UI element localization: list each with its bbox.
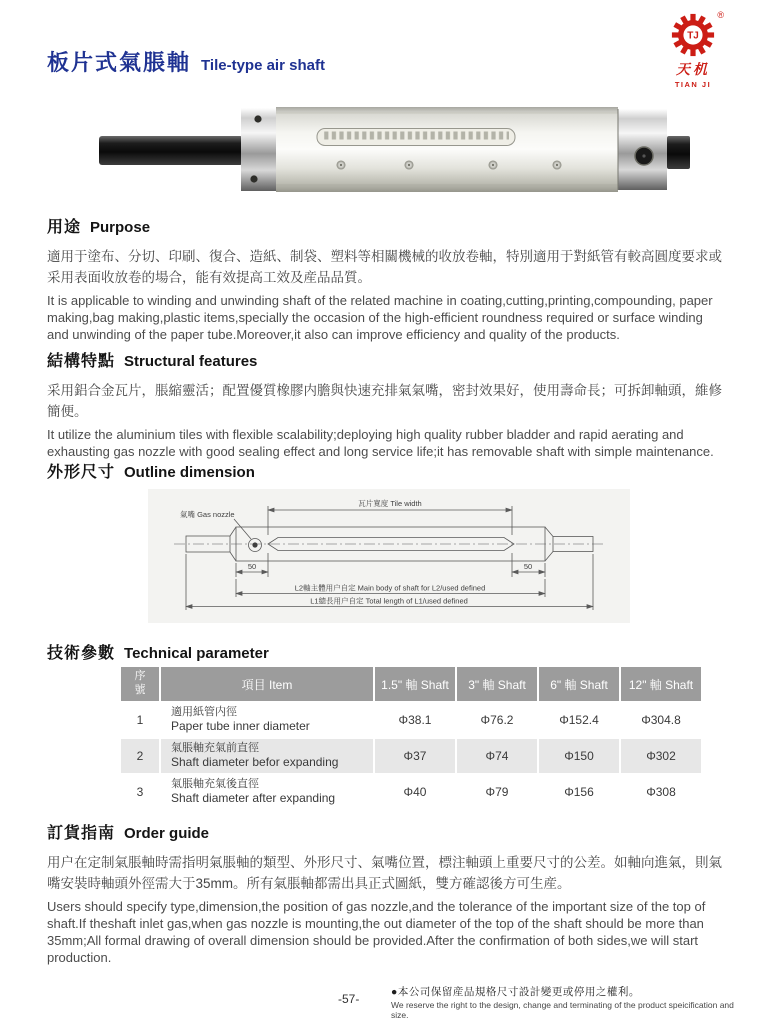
- collar-screw-bottom: [250, 175, 257, 182]
- purpose-heading-en: Purpose: [90, 219, 151, 236]
- right-stub: [667, 136, 690, 169]
- row-item: 氣脹軸充氣前直徑 Shaft diameter befor expanding: [161, 739, 373, 773]
- row-value: Φ304.8: [621, 703, 701, 737]
- left-journal-shaft: [99, 136, 243, 165]
- collar-screw-top: [254, 115, 261, 122]
- order-body-en: Users should specify type,dimension,the position of gas nozzle,and the tolerance of the important size of the top of shaft.If theshaft inlet gas,when gas nozzle is mounting,the out diameter of the top of the shaft should be more than 35mm;All formal drawing of overall dimension should be provided.After the confirmation of both sides,we will start production.: [47, 898, 706, 966]
- tile-width-label: 瓦片寬度 Tile width: [358, 499, 422, 508]
- row-value: Φ76.2: [457, 703, 537, 737]
- purpose-heading: [47, 214, 727, 237]
- row-value: Φ37: [375, 739, 455, 773]
- row-value: Φ150: [539, 739, 619, 773]
- dim-50-right: 50: [523, 562, 533, 571]
- order-heading-zh: 訂貨指南: [47, 825, 116, 842]
- features-body-zh: 采用鋁合金瓦片，脹縮靈活；配置優質橡膠内膽與快速充排氣氣嘴，密封效果好，使用壽命長；可拆卸軸頭，維修簡便。: [47, 383, 722, 419]
- logo-monogram: TJ: [687, 30, 699, 42]
- dim-l1-label: L1總長用户自定 Total length of L1/used defined: [310, 596, 468, 606]
- registered-trademark-mark: ®: [717, 10, 724, 20]
- row-no: 3: [121, 775, 159, 809]
- logo-name-en: TIAN JI: [674, 80, 712, 89]
- order-heading-en: Order guide: [124, 825, 210, 842]
- footer-note: [391, 984, 743, 1020]
- col-header-shaft-12: 12" 軸 Shaft: [621, 667, 701, 701]
- section-order-guide: [47, 820, 729, 966]
- row-value: Φ38.1: [375, 703, 455, 737]
- table-header-row: [121, 667, 701, 701]
- section-outline-dimension: [47, 459, 255, 482]
- row-value: Φ79: [457, 775, 537, 809]
- row-value: Φ156: [539, 775, 619, 809]
- row-value: Φ308: [621, 775, 701, 809]
- parameters-heading: [47, 640, 269, 663]
- page-title-zh: 板片式氣脹軸: [47, 50, 192, 75]
- tile-slot-teeth: [323, 132, 509, 143]
- row-value: Φ302: [621, 739, 701, 773]
- row-item: 適用紙管内徑 Paper tube inner diameter: [161, 703, 373, 737]
- gas-nozzle-label: 氣嘴 Gas nozzle: [180, 510, 235, 519]
- footer-bullet: ●: [391, 986, 398, 998]
- section-purpose: [47, 214, 727, 343]
- features-heading-zh: 結構特點: [47, 353, 116, 370]
- parameters-heading-en: Technical parameter: [124, 645, 269, 662]
- row-no: 1: [121, 703, 159, 737]
- col-header-no: 序號: [121, 667, 159, 701]
- row-value: Φ152.4: [539, 703, 619, 737]
- footer-note-en: We reserve the right to the design, change and terminating of the product speicification and size.: [391, 1000, 734, 1020]
- section-technical-parameter: [47, 640, 269, 663]
- gear-logo-icon: [670, 12, 716, 58]
- order-heading: [47, 820, 729, 843]
- features-heading-en: Structural features: [124, 353, 258, 370]
- outline-heading-zh: 外形尺寸: [47, 464, 116, 481]
- col-header-shaft-3: 3" 軸 Shaft: [457, 667, 537, 701]
- brand-logo: [660, 12, 726, 89]
- technical-parameter-table: [119, 665, 703, 811]
- outline-dimension-drawing: [148, 489, 630, 623]
- dim-l2-label: L2軸主體用户自定 Main body of shaft for L2/used defined: [294, 583, 486, 593]
- purpose-body-en: It is applicable to winding and unwinding shaft of the related machine in coating,cutting,printing,compounding, paper making,bag making,plastic items,specially the occasion of the high-efficient roundness required or surface winding and unwinding of the paper tube.Moreover,it also can improve efficiency and quality of the products.: [47, 292, 713, 343]
- logo-name-zh: 天机: [676, 61, 710, 77]
- product-photo: [95, 105, 695, 195]
- order-body-zh: 用户在定制氣脹軸時需指明氣脹軸的類型、外形尺寸、氣嘴位置，標注軸頭上重要尺寸的公差。如軸向進氣，則氣嘴安裝時軸頭外徑需大于35mm。所有氣脹軸都需出具正式圖紙，雙方確認後方可生産。: [47, 855, 722, 891]
- outline-heading: [47, 459, 255, 482]
- page-number: -57-: [338, 992, 360, 1006]
- table-row: [121, 775, 701, 809]
- row-no: 2: [121, 739, 159, 773]
- col-header-shaft-6: 6" 軸 Shaft: [539, 667, 619, 701]
- features-heading: [47, 348, 727, 371]
- parameters-heading-zh: 技術參數: [47, 645, 116, 662]
- dim-50-left: 50: [247, 562, 257, 571]
- purpose-heading-zh: 用途: [47, 219, 82, 236]
- col-header-item: 項目 Item: [161, 667, 373, 701]
- features-body-en: It utilize the aluminium tiles with flexible scalability;deploying high quality rubber bladder and rapid aerating and exhausting gas nozzle with good sealing effect and long service life;it has removable shaft with simple maintenance.: [47, 426, 714, 459]
- purpose-body-zh: 適用于塗布、分切、印刷、復合、造紙、制袋、塑料等相關機械的收放卷軸，特別適用于對紙管有較高圓度要求或采用表面收放卷的場合，能有效提高工效及産品品質。: [47, 249, 722, 285]
- row-value: Φ40: [375, 775, 455, 809]
- table-row: [121, 703, 701, 737]
- shaft-body: [276, 107, 618, 192]
- table-row: [121, 739, 701, 773]
- row-value: Φ74: [457, 739, 537, 773]
- section-structural-features: [47, 348, 727, 460]
- footer-note-zh: ●本公司保留産品規格尺寸設計變更或停用之權利。: [391, 986, 640, 998]
- col-header-shaft-1-5: 1.5" 軸 Shaft: [375, 667, 455, 701]
- outline-heading-en: Outline dimension: [124, 464, 255, 481]
- row-item: 氣脹軸充氣後直徑 Shaft diameter after expanding: [161, 775, 373, 809]
- page-title: [47, 46, 325, 77]
- page-title-en: Tile-type air shaft: [201, 57, 325, 74]
